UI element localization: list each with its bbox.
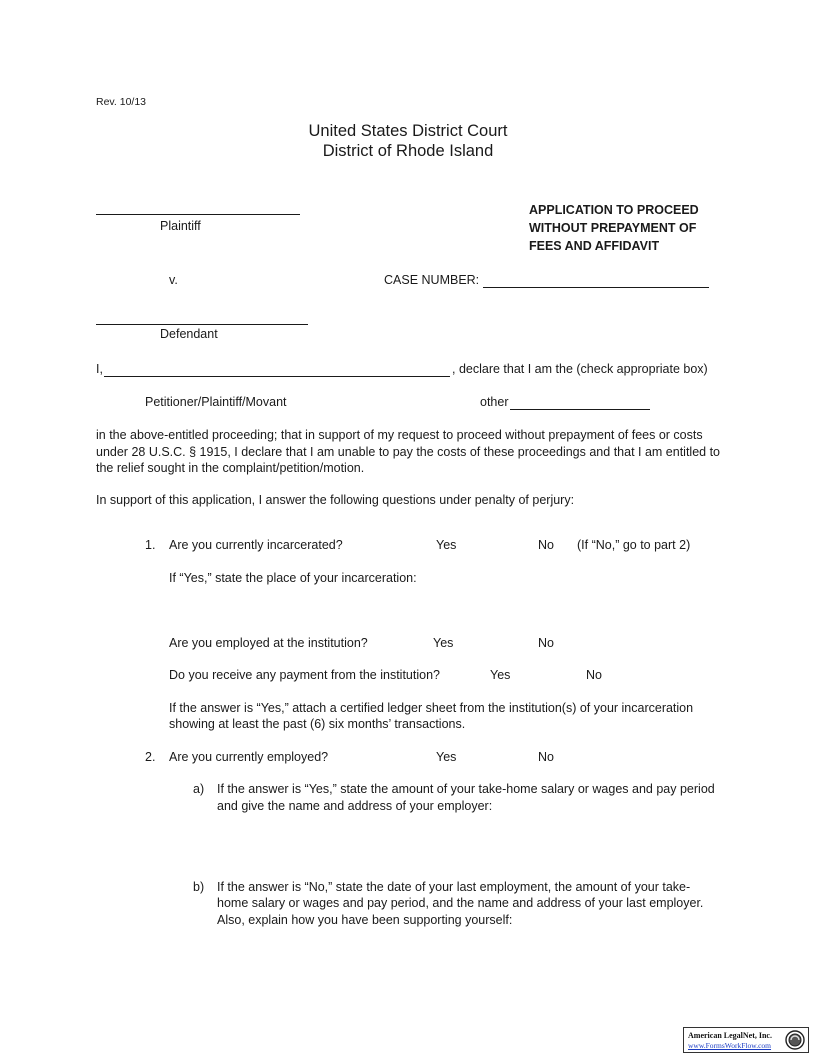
versus-label: v. [169, 273, 178, 287]
question-2-yes-option[interactable]: Yes [436, 750, 457, 764]
question-2b-line-2: home salary or wages and pay period, and the name and address of your last employer. [217, 896, 704, 910]
incarceration-place-prompt: If “Yes,” state the place of your incarceration: [169, 571, 417, 585]
court-name: United States District Court [308, 122, 508, 140]
court-district: District of Rhode Island [322, 142, 494, 160]
question-1-number: 1. [145, 538, 156, 552]
plaintiff-name-field[interactable] [96, 200, 300, 215]
ledger-instruction-line-1: If the answer is “Yes,” attach a certified ledger sheet from the institution(s) of your incarceration [169, 701, 694, 715]
question-1-no-option[interactable]: No [538, 538, 554, 552]
question-2b-line-1: If the answer is “No,” state the date of your last employment, the amount of your take- [217, 880, 691, 894]
question-1-yes-option[interactable]: Yes [436, 538, 457, 552]
option-petitioner[interactable]: Petitioner/Plaintiff/Movant [145, 395, 287, 409]
question-2a-label: a) [193, 782, 205, 796]
penalty-statement: In support of this application, I answer the following questions under penalty of perjury: [96, 493, 575, 507]
publisher-emblem-icon [785, 1030, 805, 1050]
option-other[interactable]: other [480, 395, 509, 409]
institution-payment-question: Do you receive any payment from the institution? [169, 668, 440, 682]
question-1-note: (If “No,” go to part 2) [577, 538, 691, 552]
institution-employment-yes-option[interactable]: Yes [433, 636, 454, 650]
declarant-suffix: , declare that I am the (check appropriate box) [452, 362, 708, 376]
other-role-field[interactable] [510, 395, 650, 410]
form-title-line-3: FEES AND AFFIDAVIT [529, 239, 660, 253]
form-title [529, 201, 729, 255]
institution-employment-question: Are you employed at the institution? [169, 636, 368, 650]
defendant-name-field[interactable] [96, 308, 308, 325]
question-2b-label: b) [193, 880, 205, 894]
revision-date: Rev. 10/13 [96, 96, 147, 108]
publisher-website-link[interactable]: www.FormsWorkFlow.com [688, 1041, 772, 1050]
question-2a-line-2: and give the name and address of your employer: [217, 799, 493, 813]
publisher-logo [683, 1027, 809, 1053]
case-number-field[interactable] [483, 274, 709, 288]
declaration-paragraph: in the above-entitled proceeding; that in support of my request to proceed without prepayment of fees or costs under 28 U.S.C. § 1915, I declare that I am unable to pay the costs of these proceedings and that I am entitled to the relief sought in the complaint/petition/motion. [96, 428, 720, 475]
institution-payment-no-option[interactable]: No [586, 668, 602, 682]
question-2-number: 2. [145, 750, 156, 764]
declarant-prefix: I, [96, 362, 103, 376]
publisher-name: American LegalNet, Inc. [688, 1031, 772, 1040]
question-2b-line-3: Also, explain how you have been supporting yourself: [217, 913, 513, 927]
ledger-instruction-line-2: showing at least the past (6) six months’ transactions. [169, 717, 466, 731]
question-1-text: Are you currently incarcerated? [169, 538, 343, 552]
form-title-line-1: APPLICATION TO PROCEED [529, 203, 699, 217]
case-number-label: CASE NUMBER: [384, 273, 480, 287]
declarant-name-field[interactable] [104, 362, 450, 377]
form-title-line-2: WITHOUT PREPAYMENT OF [529, 221, 697, 235]
institution-employment-no-option[interactable]: No [538, 636, 554, 650]
plaintiff-label: Plaintiff [160, 219, 201, 233]
question-2-text: Are you currently employed? [169, 750, 329, 764]
question-2a-line-1: If the answer is “Yes,” state the amount of your take-home salary or wages and pay period [217, 782, 715, 796]
institution-payment-yes-option[interactable]: Yes [490, 668, 511, 682]
defendant-label: Defendant [160, 327, 218, 341]
question-2-no-option[interactable]: No [538, 750, 554, 764]
